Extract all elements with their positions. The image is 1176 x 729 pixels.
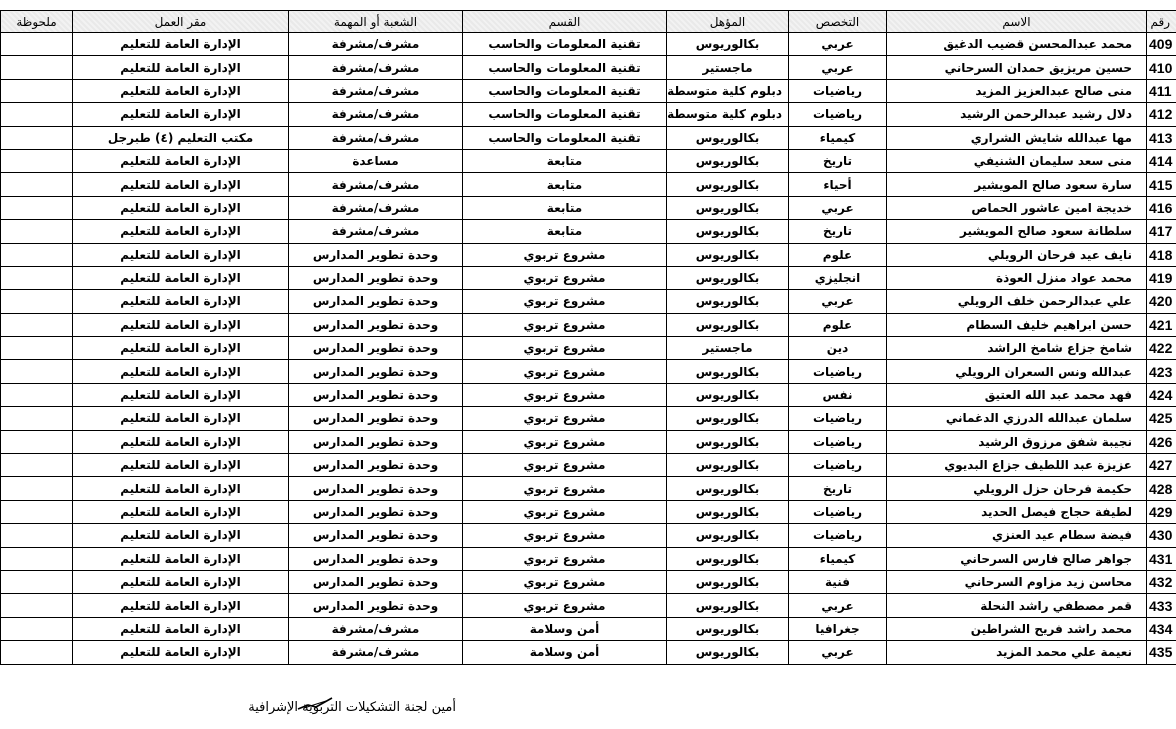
cell-specialization: رياضيات xyxy=(789,407,887,430)
cell-name: منى صالح عبدالعزيز المزيد xyxy=(887,79,1147,102)
column-header-department: القسم xyxy=(463,11,667,33)
cell-division: وحدة تطوير المدارس xyxy=(289,500,463,523)
cell-department: مشروع تربوي xyxy=(463,337,667,360)
cell-department: تقنية المعلومات والحاسب xyxy=(463,33,667,56)
cell-division: وحدة تطوير المدارس xyxy=(289,454,463,477)
table-row xyxy=(1,594,1176,617)
table-row xyxy=(1,149,1176,172)
cell-workplace: الإدارة العامة للتعليم xyxy=(73,103,289,126)
cell-note xyxy=(1,641,73,664)
cell-workplace: الإدارة العامة للتعليم xyxy=(73,594,289,617)
table-row xyxy=(1,500,1176,523)
cell-note xyxy=(1,290,73,313)
cell-division: وحدة تطوير المدارس xyxy=(289,524,463,547)
cell-note xyxy=(1,547,73,570)
cell-number: 411 xyxy=(1147,79,1176,102)
cell-department: تقنية المعلومات والحاسب xyxy=(463,103,667,126)
cell-qualification: ماجستير xyxy=(667,56,789,79)
cell-department: متابعة xyxy=(463,149,667,172)
cell-name: علي عبدالرحمن خلف الرويلي xyxy=(887,290,1147,313)
cell-specialization: علوم xyxy=(789,313,887,336)
cell-number: 434 xyxy=(1147,617,1176,640)
cell-workplace: الإدارة العامة للتعليم xyxy=(73,383,289,406)
cell-qualification: بكالوريوس xyxy=(667,547,789,570)
table-row xyxy=(1,33,1176,56)
cell-qualification: دبلوم كلية متوسطة xyxy=(667,103,789,126)
cell-note xyxy=(1,126,73,149)
cell-number: 425 xyxy=(1147,407,1176,430)
cell-specialization: نفس xyxy=(789,383,887,406)
table-row xyxy=(1,454,1176,477)
cell-workplace: الإدارة العامة للتعليم xyxy=(73,79,289,102)
cell-number: 422 xyxy=(1147,337,1176,360)
cell-specialization: رياضيات xyxy=(789,103,887,126)
cell-qualification: بكالوريوس xyxy=(667,477,789,500)
cell-specialization: فنية xyxy=(789,570,887,593)
cell-division: مشرف/مشرفة xyxy=(289,126,463,149)
cell-department: مشروع تربوي xyxy=(463,594,667,617)
table-row xyxy=(1,266,1176,289)
cell-number: 427 xyxy=(1147,454,1176,477)
cell-workplace: الإدارة العامة للتعليم xyxy=(73,220,289,243)
cell-name: عزيزة عبد اللطيف جزاع البديوي xyxy=(887,454,1147,477)
cell-name: حسن ابراهيم خليف السطام xyxy=(887,313,1147,336)
cell-division: وحدة تطوير المدارس xyxy=(289,594,463,617)
cell-note xyxy=(1,383,73,406)
cell-qualification: بكالوريوس xyxy=(667,454,789,477)
cell-department: تقنية المعلومات والحاسب xyxy=(463,79,667,102)
cell-workplace: الإدارة العامة للتعليم xyxy=(73,33,289,56)
cell-qualification: بكالوريوس xyxy=(667,617,789,640)
cell-workplace: الإدارة العامة للتعليم xyxy=(73,430,289,453)
cell-workplace: الإدارة العامة للتعليم xyxy=(73,617,289,640)
cell-specialization: رياضيات xyxy=(789,79,887,102)
cell-name: لطيفة حجاج فيصل الحديد xyxy=(887,500,1147,523)
cell-department: مشروع تربوي xyxy=(463,243,667,266)
cell-name: حكيمة فرحان حزل الرويلي xyxy=(887,477,1147,500)
cell-number: 429 xyxy=(1147,500,1176,523)
cell-number: 432 xyxy=(1147,570,1176,593)
cell-specialization: تاريخ xyxy=(789,220,887,243)
cell-workplace: الإدارة العامة للتعليم xyxy=(73,641,289,664)
cell-workplace: الإدارة العامة للتعليم xyxy=(73,407,289,430)
cell-department: مشروع تربوي xyxy=(463,290,667,313)
cell-workplace: الإدارة العامة للتعليم xyxy=(73,173,289,196)
cell-specialization: عربي xyxy=(789,290,887,313)
cell-qualification: بكالوريوس xyxy=(667,33,789,56)
cell-division: وحدة تطوير المدارس xyxy=(289,430,463,453)
cell-specialization: رياضيات xyxy=(789,360,887,383)
cell-division: مشرف/مشرفة xyxy=(289,33,463,56)
cell-note xyxy=(1,430,73,453)
cell-name: نجيبة شفق مرزوق الرشيد xyxy=(887,430,1147,453)
cell-name: محاسن زيد مزاوم السرحاني xyxy=(887,570,1147,593)
cell-number: 430 xyxy=(1147,524,1176,547)
table-row xyxy=(1,313,1176,336)
cell-department: متابعة xyxy=(463,196,667,219)
cell-workplace: الإدارة العامة للتعليم xyxy=(73,149,289,172)
column-header-note: ملحوظة xyxy=(1,11,73,33)
cell-name: نايف عيد فرحان الرويلي xyxy=(887,243,1147,266)
cell-qualification: دبلوم كلية متوسطة xyxy=(667,79,789,102)
cell-number: 412 xyxy=(1147,103,1176,126)
cell-note xyxy=(1,56,73,79)
cell-qualification: بكالوريوس xyxy=(667,149,789,172)
cell-workplace: الإدارة العامة للتعليم xyxy=(73,313,289,336)
cell-workplace: الإدارة العامة للتعليم xyxy=(73,477,289,500)
cell-note xyxy=(1,337,73,360)
cell-workplace: الإدارة العامة للتعليم xyxy=(73,524,289,547)
cell-department: مشروع تربوي xyxy=(463,360,667,383)
column-header-number: رقم xyxy=(1147,11,1176,33)
cell-specialization: أحياء xyxy=(789,173,887,196)
cell-number: 410 xyxy=(1147,56,1176,79)
staff-roster-table xyxy=(0,10,1176,665)
cell-department: متابعة xyxy=(463,220,667,243)
signature-note: أمين لجنة التشكيلات التربوية الإشرافية xyxy=(248,700,456,715)
cell-division: وحدة تطوير المدارس xyxy=(289,547,463,570)
cell-specialization: كيمياء xyxy=(789,126,887,149)
cell-qualification: بكالوريوس xyxy=(667,173,789,196)
cell-name: جواهر صالح فارس السرحاني xyxy=(887,547,1147,570)
cell-name: مها عبدالله شايش الشراري xyxy=(887,126,1147,149)
cell-specialization: عربي xyxy=(789,56,887,79)
cell-division: مشرف/مشرفة xyxy=(289,617,463,640)
cell-division: مشرف/مشرفة xyxy=(289,641,463,664)
cell-name: فيضة سطام عيد العنزي xyxy=(887,524,1147,547)
cell-note xyxy=(1,173,73,196)
cell-department: مشروع تربوي xyxy=(463,477,667,500)
cell-name: حسين مريزيق حمدان السرحاني xyxy=(887,56,1147,79)
column-header-name: الاسم xyxy=(887,11,1147,33)
cell-qualification: بكالوريوس xyxy=(667,407,789,430)
cell-qualification: بكالوريوس xyxy=(667,430,789,453)
cell-division: وحدة تطوير المدارس xyxy=(289,290,463,313)
cell-qualification: بكالوريوس xyxy=(667,641,789,664)
cell-department: أمن وسلامة xyxy=(463,641,667,664)
cell-specialization: رياضيات xyxy=(789,454,887,477)
cell-specialization: جغرافيا xyxy=(789,617,887,640)
cell-qualification: بكالوريوس xyxy=(667,524,789,547)
cell-specialization: عربي xyxy=(789,641,887,664)
cell-division: وحدة تطوير المدارس xyxy=(289,383,463,406)
cell-note xyxy=(1,243,73,266)
cell-qualification: بكالوريوس xyxy=(667,570,789,593)
cell-workplace: الإدارة العامة للتعليم xyxy=(73,500,289,523)
cell-number: 409 xyxy=(1147,33,1176,56)
cell-department: مشروع تربوي xyxy=(463,383,667,406)
cell-workplace: الإدارة العامة للتعليم xyxy=(73,56,289,79)
cell-qualification: بكالوريوس xyxy=(667,313,789,336)
cell-name: نعيمة علي محمد المزيد xyxy=(887,641,1147,664)
cell-name: سلمان عبدالله الدرزي الدغماني xyxy=(887,407,1147,430)
column-header-division: الشعبة أو المهمة xyxy=(289,11,463,33)
cell-division: وحدة تطوير المدارس xyxy=(289,570,463,593)
cell-number: 428 xyxy=(1147,477,1176,500)
cell-note xyxy=(1,524,73,547)
cell-division: وحدة تطوير المدارس xyxy=(289,360,463,383)
cell-qualification: بكالوريوس xyxy=(667,243,789,266)
cell-workplace: الإدارة العامة للتعليم xyxy=(73,454,289,477)
cell-department: مشروع تربوي xyxy=(463,500,667,523)
column-header-specialization: التخصص xyxy=(789,11,887,33)
cell-number: 421 xyxy=(1147,313,1176,336)
cell-number: 424 xyxy=(1147,383,1176,406)
cell-specialization: دين xyxy=(789,337,887,360)
cell-workplace: الإدارة العامة للتعليم xyxy=(73,243,289,266)
cell-name: محمد راشد فريح الشراطين xyxy=(887,617,1147,640)
cell-name: دلال رشيد عبدالرحمن الرشيد xyxy=(887,103,1147,126)
cell-division: مشرف/مشرفة xyxy=(289,79,463,102)
cell-name: محمد عواد منزل العوذة xyxy=(887,266,1147,289)
cell-department: مشروع تربوي xyxy=(463,313,667,336)
cell-note xyxy=(1,360,73,383)
cell-division: مشرف/مشرفة xyxy=(289,103,463,126)
cell-department: تقنية المعلومات والحاسب xyxy=(463,126,667,149)
table-header-row xyxy=(1,11,1176,33)
table-row xyxy=(1,430,1176,453)
cell-note xyxy=(1,149,73,172)
table-row xyxy=(1,337,1176,360)
cell-number: 415 xyxy=(1147,173,1176,196)
cell-note xyxy=(1,196,73,219)
cell-division: وحدة تطوير المدارس xyxy=(289,477,463,500)
cell-number: 435 xyxy=(1147,641,1176,664)
table-row xyxy=(1,196,1176,219)
cell-name: سلطانة سعود صالح المويشير xyxy=(887,220,1147,243)
cell-department: مشروع تربوي xyxy=(463,407,667,430)
cell-department: تقنية المعلومات والحاسب xyxy=(463,56,667,79)
table-row xyxy=(1,524,1176,547)
cell-department: مشروع تربوي xyxy=(463,524,667,547)
cell-specialization: تاريخ xyxy=(789,477,887,500)
cell-qualification: بكالوريوس xyxy=(667,220,789,243)
cell-number: 419 xyxy=(1147,266,1176,289)
table-row xyxy=(1,243,1176,266)
cell-note xyxy=(1,266,73,289)
cell-qualification: بكالوريوس xyxy=(667,383,789,406)
cell-division: وحدة تطوير المدارس xyxy=(289,313,463,336)
cell-note xyxy=(1,103,73,126)
cell-name: منى سعد سليمان الشنيفي xyxy=(887,149,1147,172)
cell-department: مشروع تربوي xyxy=(463,454,667,477)
cell-note xyxy=(1,594,73,617)
cell-department: مشروع تربوي xyxy=(463,266,667,289)
cell-department: مشروع تربوي xyxy=(463,430,667,453)
cell-workplace: الإدارة العامة للتعليم xyxy=(73,570,289,593)
table-row xyxy=(1,547,1176,570)
cell-workplace: الإدارة العامة للتعليم xyxy=(73,266,289,289)
table-row xyxy=(1,641,1176,664)
table-row xyxy=(1,79,1176,102)
table-row xyxy=(1,290,1176,313)
table-row xyxy=(1,103,1176,126)
cell-division: مشرف/مشرفة xyxy=(289,196,463,219)
cell-division: مشرف/مشرفة xyxy=(289,56,463,79)
cell-workplace: الإدارة العامة للتعليم xyxy=(73,196,289,219)
cell-specialization: انجليزي xyxy=(789,266,887,289)
table-row xyxy=(1,173,1176,196)
table-row xyxy=(1,383,1176,406)
table-row xyxy=(1,360,1176,383)
cell-qualification: بكالوريوس xyxy=(667,500,789,523)
cell-workplace: الإدارة العامة للتعليم xyxy=(73,547,289,570)
cell-number: 433 xyxy=(1147,594,1176,617)
cell-specialization: تاريخ xyxy=(789,149,887,172)
table-row xyxy=(1,126,1176,149)
table-row xyxy=(1,617,1176,640)
cell-department: مشروع تربوي xyxy=(463,547,667,570)
column-header-workplace: مقر العمل xyxy=(73,11,289,33)
cell-workplace: الإدارة العامة للتعليم xyxy=(73,360,289,383)
cell-qualification: بكالوريوس xyxy=(667,594,789,617)
cell-note xyxy=(1,407,73,430)
table-row xyxy=(1,477,1176,500)
cell-name: قمر مصطفي راشد النحلة xyxy=(887,594,1147,617)
table-row xyxy=(1,570,1176,593)
cell-division: وحدة تطوير المدارس xyxy=(289,337,463,360)
cell-note xyxy=(1,500,73,523)
cell-workplace: الإدارة العامة للتعليم xyxy=(73,290,289,313)
cell-division: مشرف/مشرفة xyxy=(289,173,463,196)
cell-specialization: رياضيات xyxy=(789,430,887,453)
cell-number: 420 xyxy=(1147,290,1176,313)
cell-note xyxy=(1,33,73,56)
cell-qualification: بكالوريوس xyxy=(667,266,789,289)
cell-name: سارة سعود صالح المويشير xyxy=(887,173,1147,196)
cell-department: مشروع تربوي xyxy=(463,570,667,593)
cell-specialization: كيمياء xyxy=(789,547,887,570)
roster-sheet xyxy=(0,10,1176,660)
cell-qualification: بكالوريوس xyxy=(667,126,789,149)
cell-number: 426 xyxy=(1147,430,1176,453)
cell-specialization: عربي xyxy=(789,196,887,219)
cell-note xyxy=(1,79,73,102)
cell-division: وحدة تطوير المدارس xyxy=(289,407,463,430)
cell-number: 416 xyxy=(1147,196,1176,219)
cell-division: وحدة تطوير المدارس xyxy=(289,266,463,289)
cell-number: 431 xyxy=(1147,547,1176,570)
cell-note xyxy=(1,570,73,593)
cell-workplace: الإدارة العامة للتعليم xyxy=(73,337,289,360)
cell-name: عبدالله ونس السعران الرويلي xyxy=(887,360,1147,383)
table-row xyxy=(1,56,1176,79)
cell-name: فهد محمد عبد الله العتيق xyxy=(887,383,1147,406)
cell-specialization: علوم xyxy=(789,243,887,266)
column-header-qualification: المؤهل xyxy=(667,11,789,33)
cell-department: أمن وسلامة xyxy=(463,617,667,640)
cell-department: متابعة xyxy=(463,173,667,196)
roster-body xyxy=(1,33,1176,665)
cell-qualification: بكالوريوس xyxy=(667,196,789,219)
cell-specialization: عربي xyxy=(789,33,887,56)
cell-specialization: رياضيات xyxy=(789,524,887,547)
cell-note xyxy=(1,617,73,640)
table-row xyxy=(1,407,1176,430)
cell-name: محمد عبدالمحسن قضيب الدغيق xyxy=(887,33,1147,56)
cell-note xyxy=(1,477,73,500)
cell-number: 413 xyxy=(1147,126,1176,149)
cell-number: 418 xyxy=(1147,243,1176,266)
cell-qualification: بكالوريوس xyxy=(667,290,789,313)
table-row xyxy=(1,220,1176,243)
cell-qualification: بكالوريوس xyxy=(667,360,789,383)
cell-note xyxy=(1,454,73,477)
cell-specialization: رياضيات xyxy=(789,500,887,523)
cell-number: 417 xyxy=(1147,220,1176,243)
cell-workplace: مكتب التعليم (٤) طبرجل xyxy=(73,126,289,149)
cell-qualification: ماجستير xyxy=(667,337,789,360)
cell-division: مساعدة xyxy=(289,149,463,172)
cell-division: مشرف/مشرفة xyxy=(289,220,463,243)
cell-number: 414 xyxy=(1147,149,1176,172)
cell-note xyxy=(1,220,73,243)
cell-note xyxy=(1,313,73,336)
cell-specialization: عربي xyxy=(789,594,887,617)
cell-name: خديجة امين عاشور الحماص xyxy=(887,196,1147,219)
cell-name: شامخ جزاع شامخ الراشد xyxy=(887,337,1147,360)
cell-number: 423 xyxy=(1147,360,1176,383)
cell-division: وحدة تطوير المدارس xyxy=(289,243,463,266)
